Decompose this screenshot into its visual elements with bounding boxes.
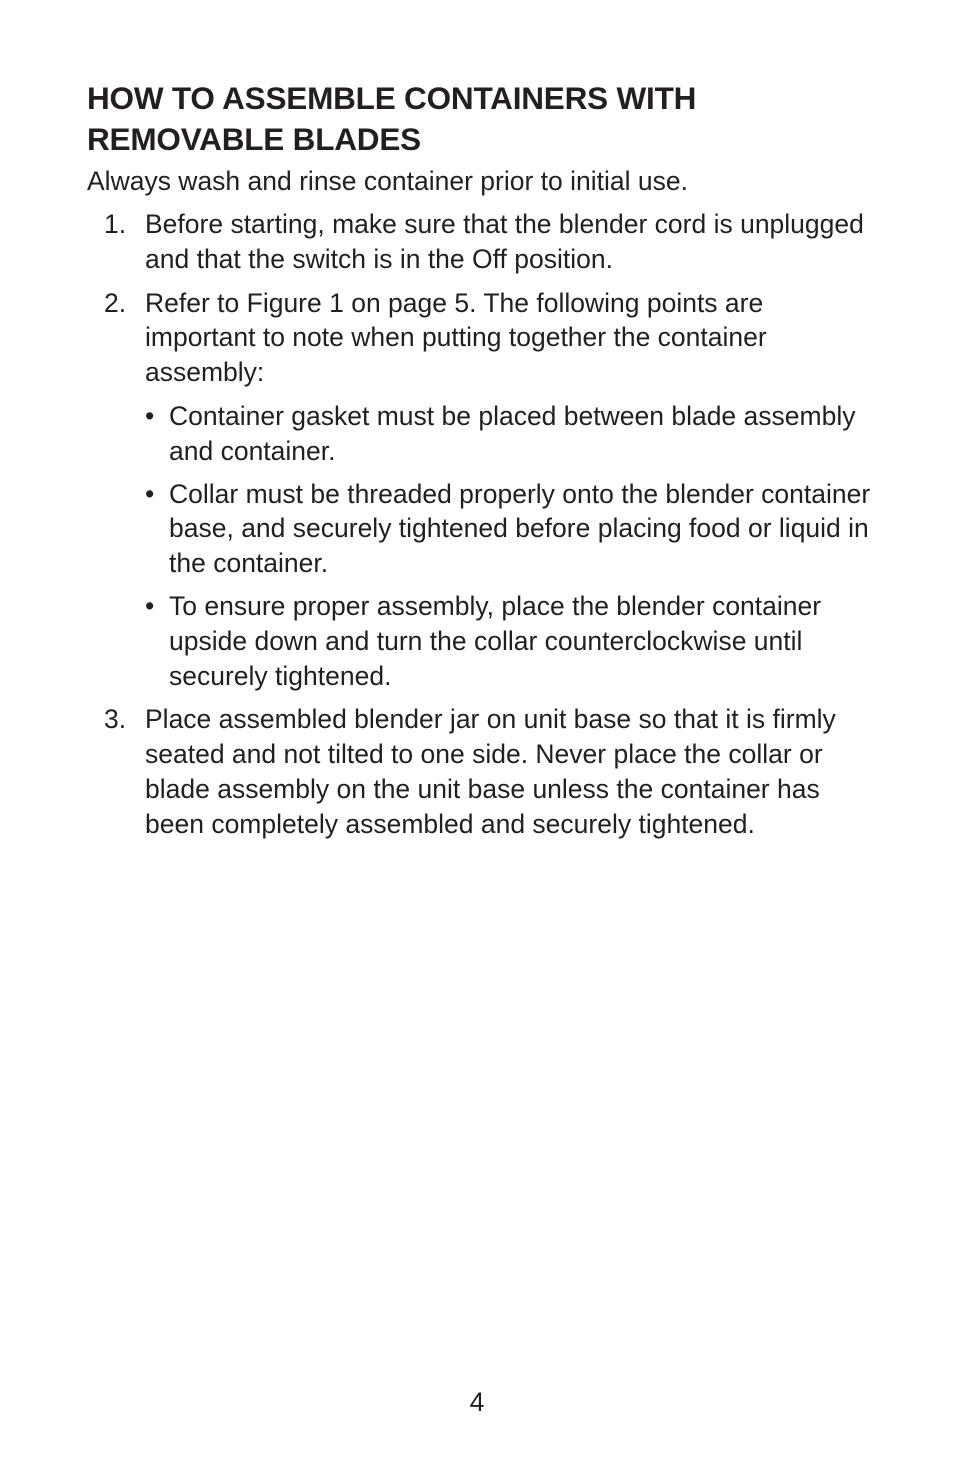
page-number: 4 [469,1387,485,1417]
bullet-icon: • [145,478,155,509]
step-text: Refer to Figure 1 on page 5. The following points are important to note when putting together the container assembly: [145,287,767,388]
section-title: HOW TO ASSEMBLE CONTAINERS WITH REMOVABLE BLADES [87,80,697,157]
step-1 [87,207,877,277]
assembly-steps [87,207,877,842]
bullet-item [145,589,877,693]
step-text: Place assembled blender jar on unit base so that it is firmly seated and not tilted to one side. Never place the collar or blade assembly on the unit base unless the container has been completely assembled and securely tightened. [145,704,836,839]
manual-page [87,78,877,851]
step-number: 1. [104,209,127,239]
bullet-item [145,399,877,469]
bullet-text: To ensure proper assembly, place the blender container upside down and turn the collar counterclockwise until securely tightened. [169,590,822,691]
step-number: 3. [104,704,127,735]
step-2 [87,286,877,694]
intro-text: Always wash and rinse container prior to initial use. [87,166,688,196]
step-3 [87,702,877,841]
bullet-text: Container gasket must be placed between blade assembly and container. [169,400,856,466]
step-2-bullets [145,399,877,693]
bullet-icon: • [145,590,155,621]
step-number: 2. [104,287,127,318]
step-text: Before starting, make sure that the blender cord is unplugged and that the switch is in the Off position. [145,209,864,274]
bullet-icon: • [145,400,155,431]
bullet-text: Collar must be threaded properly onto the blender container base, and securely tightened before placing food or liquid in the container. [169,478,871,579]
bullet-item [145,477,877,581]
